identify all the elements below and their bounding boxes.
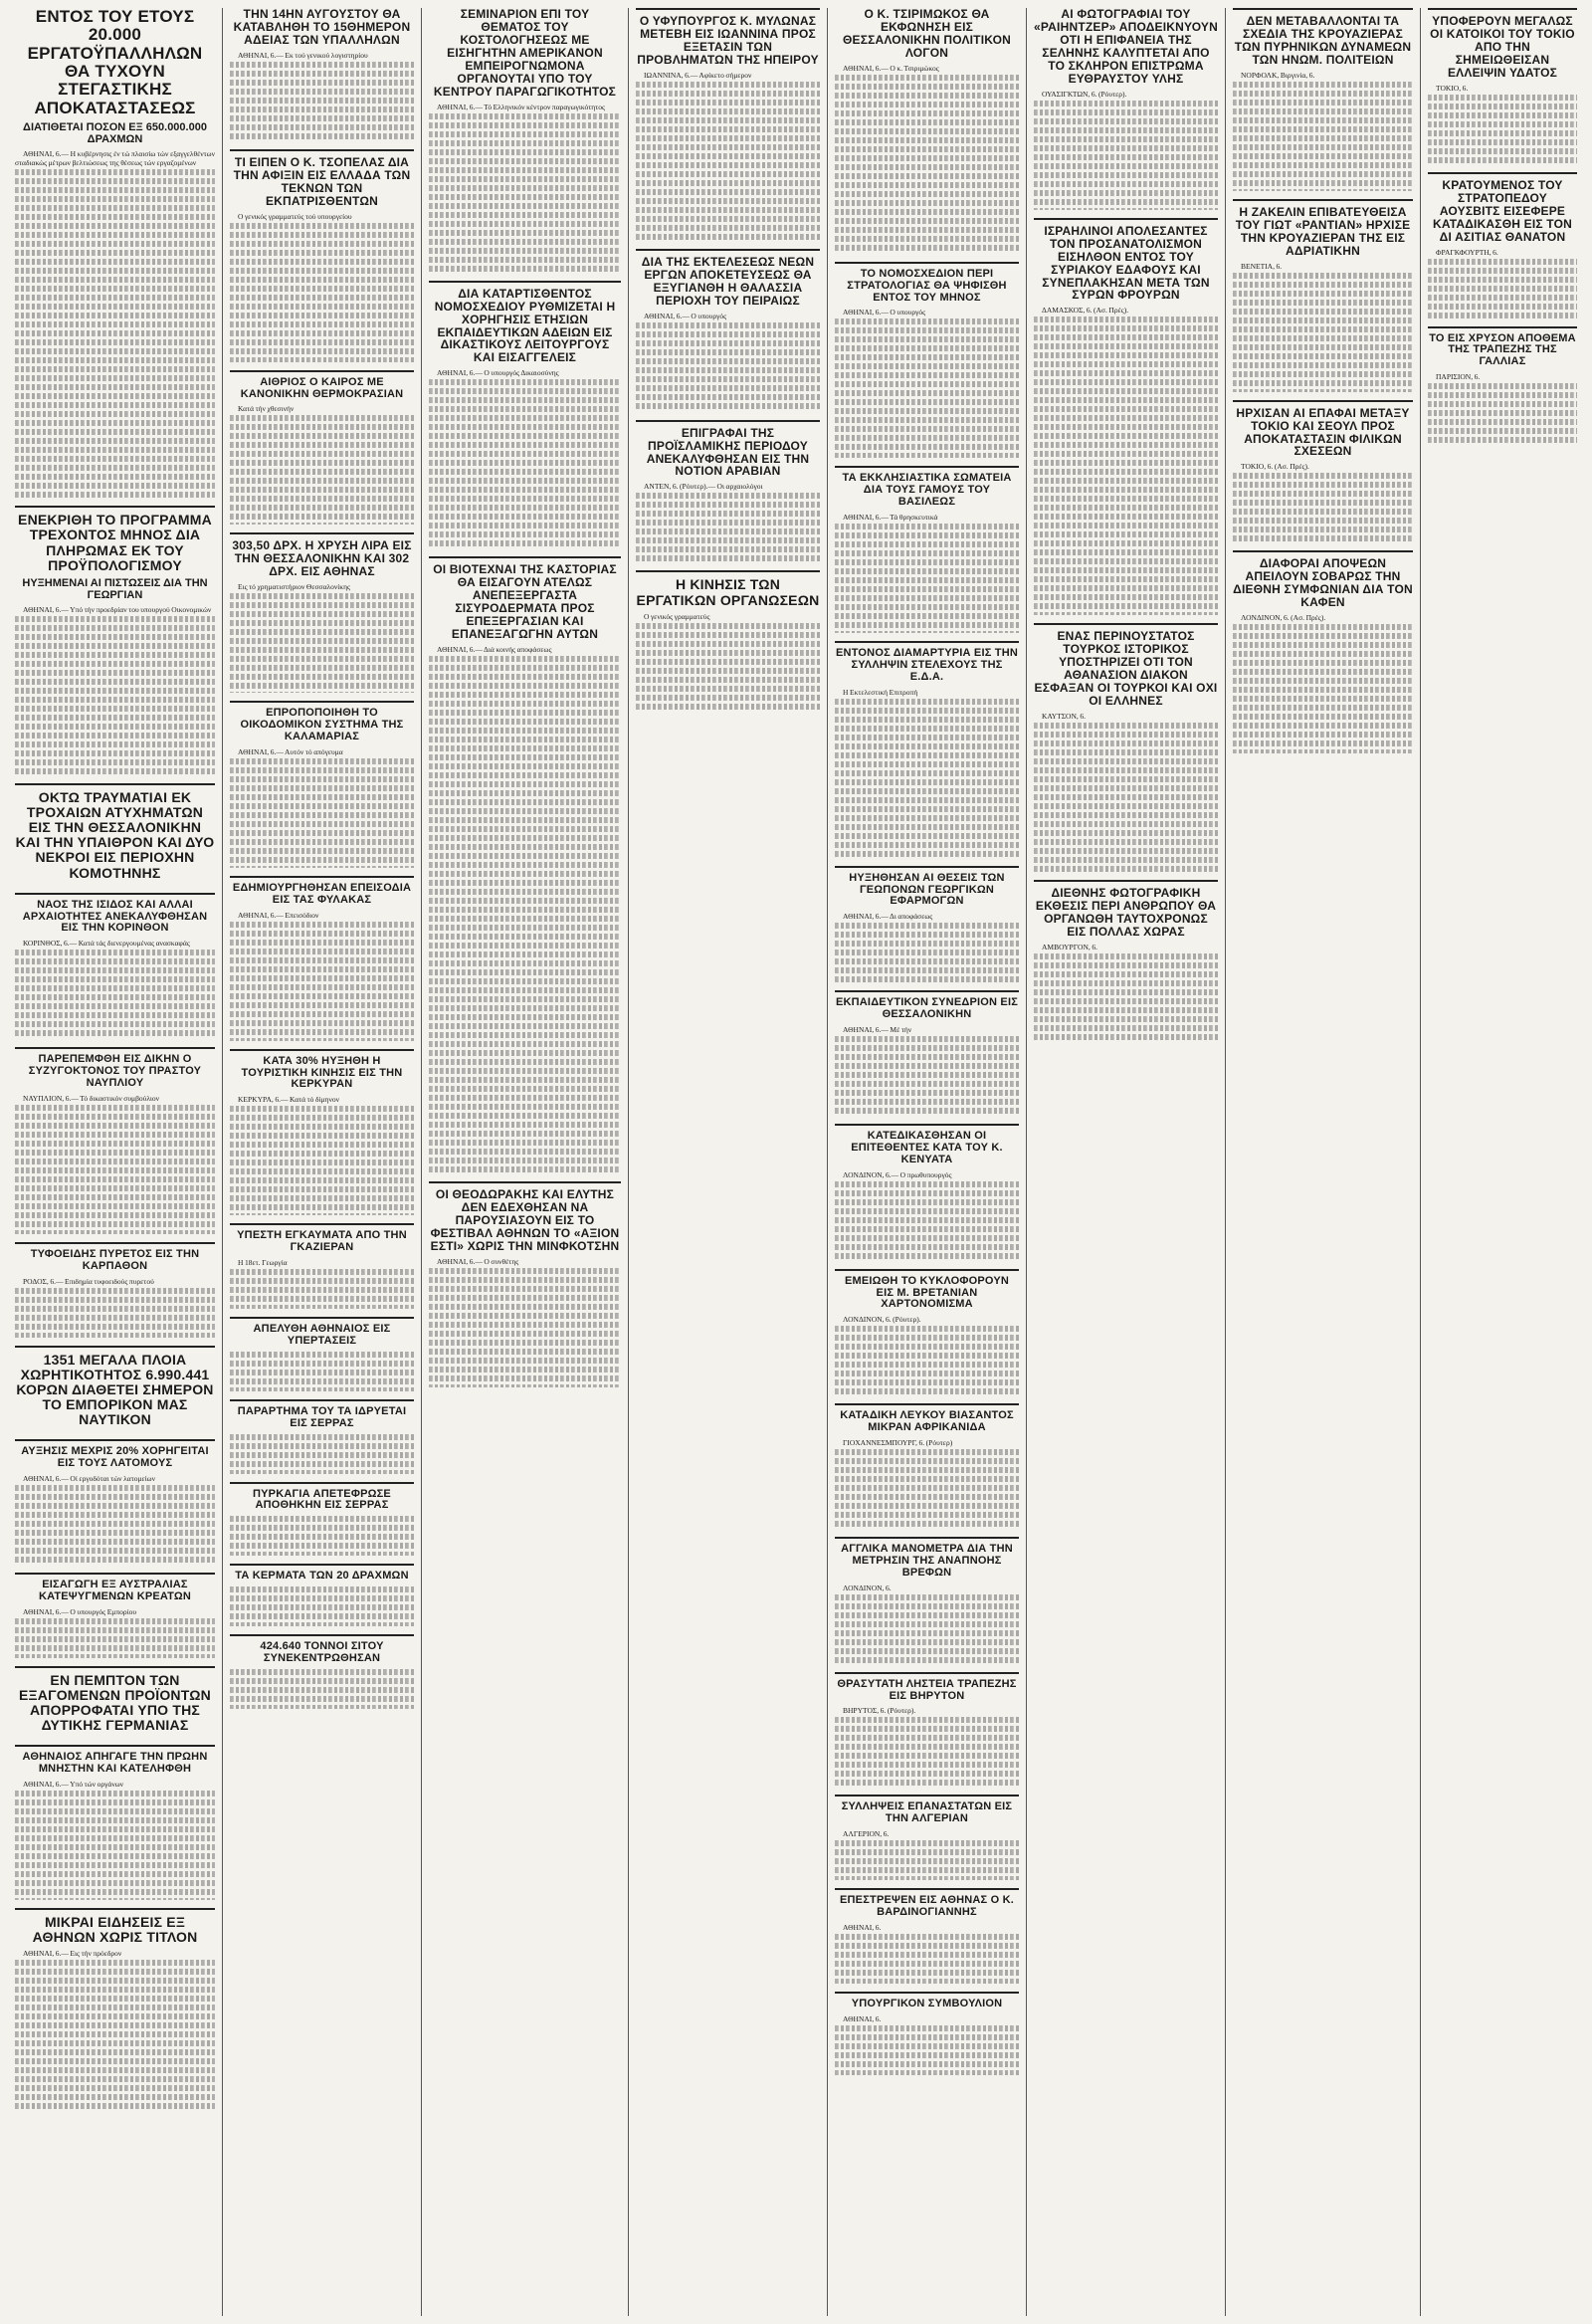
article-body-text: [835, 1934, 1019, 1984]
article-headline: ΠΑΡΕΠΕΜΦΘΗ ΕΙΣ ΔΙΚΗΝ Ο ΣΥΖΥΓΟΚΤΟΝΟΣ ΤΟΥ ΠΡΑΣΤΟΥ ΝΑΥΠΛΙΟΥ: [28, 1053, 202, 1089]
article-body-text: [835, 1181, 1019, 1261]
article-lead: ΑΘΗΝΑΙ, 6.— Επεισόδιον: [238, 910, 319, 920]
article-lead: ΑΘΗΝΑΙ, 6.— Εις τήν πρόεδρον: [23, 1949, 122, 1959]
article-headline: ΕΝΑΣ ΠΕΡΙΝΟΥΣΤΑΤΟΣ ΤΟΥΡΚΟΣ ΙΣΤΟΡΙΚΟΣ ΥΠΟΣΤΗΡΙΖΕΙ ΟΤΙ ΤΟΝ ΑΘΑΝΑΣΙΟΝ ΔΙΑΚΟΝ ΕΣΦΑΞΑΝ ΟΙ ΤΟΥΡΚΟΙ ΚΑΙ ΟΧΙ ΟΙ ΕΛΛΗΝΕΣ: [1034, 629, 1218, 709]
article-headline: ΕΠΡΟΠΟΠΟΙΗΘΗ ΤΟ ΟΙΚΟΔΟΜΙΚΟΝ ΣΥΣΤΗΜΑ ΤΗΣ ΚΑΛΑΜΑΡΙΑΣ: [240, 707, 404, 743]
article: [1233, 8, 1413, 191]
article-subheadline: ΔΙΑΤΙΘΕΤΑΙ ΠΟΣΟΝ ΕΞ 650.000.000 ΔΡΑΧΜΩΝ: [23, 121, 207, 146]
article-lead: ΡΟΔΟΣ, 6.— Επιδημία τυφοειδούς πυρετού: [23, 1276, 154, 1286]
article-body-text: [15, 950, 215, 1039]
article-headline: ΝΑΟΣ ΤΗΣ ΙΣΙΔΟΣ ΚΑΙ ΑΛΛΑΙ ΑΡΧΑΙΟΤΗΤΕΣ ΑΝΕΚΑΛΥΦΘΗΣΑΝ ΕΙΣ ΤΗΝ ΚΟΡΙΝΘΟΝ: [22, 898, 208, 935]
article-lead: ΤΟΚΙΟ, 6. (Ασ. Πρές).: [1241, 462, 1309, 472]
article: [429, 281, 621, 549]
article: [15, 1047, 215, 1234]
article-body-text: [835, 2025, 1019, 2075]
article: [835, 1537, 1019, 1664]
article-body-text: [429, 113, 621, 273]
article-body-text: [1428, 259, 1577, 318]
article: [230, 1399, 414, 1474]
article: [15, 783, 215, 885]
article: [15, 1666, 215, 1737]
article-headline: ΟΙ ΒΙΟΤΕΧΝΑΙ ΤΗΣ ΚΑΣΤΟΡΙΑΣ ΘΑ ΕΙΣΑΓΟΥΝ ΑΤΕΛΩΣ ΑΝΕΠΕΞΕΡΓΑΣΤΑ ΣΙΣΥΡΟΔΕΡΜΑΤΑ ΠΡΟΣ ΕΠΕΞΕΡΓΑΣΙΑΝ ΚΑΙ ΕΠΑΝΕΞΑΓΩΓΗΝ ΑΥΤΩΝ: [433, 562, 617, 642]
article-body-text: [835, 1717, 1019, 1787]
article-body-text: [1034, 723, 1218, 872]
article: [230, 149, 414, 362]
article-lead: ΑΘΗΝΑΙ, 6.: [843, 1922, 882, 1932]
article: [1034, 218, 1218, 616]
article-body-text: [835, 923, 1019, 982]
column-5: [828, 8, 1027, 2316]
article-body-text: [15, 616, 215, 775]
article: [15, 1346, 215, 1432]
article-body-text: [230, 62, 414, 141]
article-lead: ΑΘΗΝΑΙ, 6.— Δι αποφάσεως: [843, 912, 933, 922]
article-lead: ΑΘΗΝΑΙ, 6.— Η κυβέρνησις έν τώ πλαισίω τών εξαγγελθέντων σταδιακώς μέτρων βελτιώσεως της θέσεως τών εργαζομένων: [15, 149, 215, 168]
article-body-text: [636, 493, 820, 562]
article-lead: ΛΟΝΔΙΝΟΝ, 6. (Ασ. Πρές).: [1241, 613, 1326, 623]
column-4: [629, 8, 828, 2316]
article-lead: Εις τό χρηματιστήριον Θεσσαλονίκης: [238, 582, 350, 592]
article-body-text: [1233, 624, 1413, 753]
article-lead: ΙΩΑΝΝΙΝΑ, 6.— Αφίκετο σήμερον: [644, 70, 752, 80]
article-body-text: [1034, 953, 1218, 1043]
article: [429, 1181, 621, 1387]
article-lead: ΑΘΗΝΑΙ, 6.— Ο υπουργός: [644, 311, 727, 320]
article-headline: Ο ΥΦΥΠΟΥΡΓΟΣ Κ. ΜΥΛΩΝΑΣ ΜΕΤΕΒΗ ΕΙΣ ΙΩΑΝΝΙΝΑ ΠΡΟΣ ΕΞΕΤΑΣΙΝ ΤΩΝ ΠΡΟΒΛΗΜΑΤΩΝ ΤΗΣ ΗΠΕΙΡΟΥ: [637, 14, 819, 67]
article-lead: ΑΘΗΝΑΙ, 6.— Αυτόν τό απόγευμα: [238, 746, 343, 756]
article-body-text: [230, 1352, 414, 1391]
article-body-text: [15, 1105, 215, 1234]
article-body-text: [429, 656, 621, 1173]
article: [15, 1745, 215, 1900]
column-8: [1421, 8, 1584, 2316]
article-headline: ΜΙΚΡΑΙ ΕΙΔΗΣΕΙΣ ΕΞ ΑΘΗΝΩΝ ΧΩΡΙΣ ΤΙΤΛΟΝ: [32, 1913, 198, 1945]
article: [15, 1573, 215, 1658]
article-headline: ΔΕΝ ΜΕΤΑΒΑΛΛΟΝΤΑΙ ΤΑ ΣΧΕΔΙΑ ΤΗΣ ΚΡΟΥΑΖΙΕΡΑΣ ΤΩΝ ΠΥΡΗΝΙΚΩΝ ΔΥΝΑΜΕΩΝ ΤΩΝ ΗΝΩΜ. ΠΟΛΙΤΕΙΩΝ: [1234, 14, 1412, 67]
article-body-text: [230, 415, 414, 525]
article: [1034, 880, 1218, 1043]
article-headline: ΕΚΠΑΙΔΕΥΤΙΚΟΝ ΣΥΝΕΔΡΙΟΝ ΕΙΣ ΘΕΣΣΑΛΟΝΙΚΗΝ: [835, 996, 1019, 1021]
article-headline: ΔΙΑ ΤΗΣ ΕΚΤΕΛΕΣΕΩΣ ΝΕΩΝ ΕΡΓΩΝ ΑΠΟΚΕΤΕΥΣΕΩΣ ΘΑ ΕΞΥΓΙΑΝΘΗ Η ΘΑΛΑΣΣΙΑ ΠΕΡΙΟΧΗ ΤΟΥ ΠΕΙΡΑΙΩΣ: [641, 254, 815, 308]
article-headline: ΗΥΞΗΘΗΣΑΝ ΑΙ ΘΕΣΕΙΣ ΤΩΝ ΓΕΩΠΟΝΩΝ ΓΕΩΡΓΙΚΩΝ ΕΦΑΡΜΟΓΩΝ: [849, 871, 1005, 908]
article: [230, 876, 414, 1041]
article-body-text: [636, 82, 820, 241]
article-body-text: [835, 524, 1019, 633]
article: [15, 1439, 215, 1565]
article: [1428, 326, 1577, 444]
article-headline: ΥΠΕΣΤΗ ΕΓΚΑΥΜΑΤΑ ΑΠΟ ΤΗΝ ΓΚΑΖΙΕΡΑΝ: [237, 1229, 407, 1254]
article-body-text: [230, 1269, 414, 1309]
article-headline: ΕΝΕΚΡΙΘΗ ΤΟ ΠΡΟΓΡΑΜΜΑ ΤΡΕΧΟΝΤΟΣ ΜΗΝΟΣ ΔΙΑ ΠΛΗΡΩΜΑΣ ΕΚ ΤΟΥ ΠΡΟΫΠΟΛΟΓΙΣΜΟΥ: [18, 512, 212, 573]
article: [1233, 199, 1413, 392]
article-body-text: [15, 1960, 215, 2109]
article-subheadline: ΗΥΞΗΜΕΝΑΙ ΑΙ ΠΙΣΤΩΣΕΙΣ ΔΙΑ ΤΗΝ ΓΕΩΡΓΙΑΝ: [22, 576, 208, 601]
article-lead: Η Εκτελεστική Επιτροπή: [843, 687, 918, 697]
article-headline: ΕΔΗΜΙΟΥΡΓΗΘΗΣΑΝ ΕΠΕΙΣΟΔΙΑ ΕΙΣ ΤΑΣ ΦΥΛΑΚΑΣ: [232, 881, 412, 906]
article: [835, 866, 1019, 983]
article: [230, 1634, 414, 1709]
article-lead: ΓΙΟΧΑΝΝΕΣΜΠΟΥΡΓ, 6. (Ρόυτερ): [843, 1438, 953, 1448]
article-lead: ΦΡΑΓΚΦΟΥΡΤΗ, 6.: [1436, 247, 1498, 257]
article-body-text: [230, 1106, 414, 1215]
article-headline: ΤΟ ΝΟΜΟΣΧΕΔΙΟΝ ΠΕΡΙ ΣΤΡΑΤΟΛΟΓΙΑΣ ΘΑ ΨΗΦΙΣΘΗ ΕΝΤΟΣ ΤΟΥ ΜΗΝΟΣ: [847, 267, 1007, 304]
article-lead: ΑΘΗΝΑΙ, 6.— Υπό τών οργάνων: [23, 1779, 124, 1789]
article: [1034, 623, 1218, 872]
article-body-text: [230, 1516, 414, 1556]
article-headline: ΤΗΝ 14ΗΝ ΑΥΓΟΥΣΤΟΥ ΘΑ ΚΑΤΑΒΛΗΘΗ ΤΟ 15ΘΗΜΕΡΟΝ ΑΔΕΙΑΣ ΤΩΝ ΥΠΑΛΛΗΛΩΝ: [233, 8, 411, 47]
article-headline: ΕΜΕΙΩΘΗ ΤΟ ΚΥΚΛΟΦΟΡΟΥΝ ΕΙΣ Μ. ΒΡΕΤΑΝΙΑΝ ΧΑΡΤΟΝΟΜΙΣΜΑ: [844, 1274, 1010, 1311]
article-headline: ΑΥΞΗΣΙΣ ΜΕΧΡΙΣ 20% ΧΟΡΗΓΕΙΤΑΙ ΕΙΣ ΤΟΥΣ ΛΑΤΟΜΟΥΣ: [21, 1445, 209, 1470]
article-body-text: [230, 922, 414, 1041]
article: [230, 370, 414, 526]
article-headline: ΤΟ ΕΙΣ ΧΡΥΣΟΝ ΑΠΟΘΕΜΑ ΤΗΣ ΤΡΑΠΕΖΗΣ ΤΗΣ ΓΑΛΛΙΑΣ: [1429, 331, 1576, 368]
article-body-text: [15, 1485, 215, 1565]
column-1: [8, 8, 223, 2316]
article: [230, 532, 414, 693]
article-headline: 303,50 ΔΡΧ. Η ΧΡΥΣΗ ΛΙΡΑ ΕΙΣ ΤΗΝ ΘΕΣΣΑΛΟΝΙΚΗΝ ΚΑΙ 302 ΔΡΧ. ΕΙΣ ΑΘΗΝΑΣ: [232, 538, 412, 579]
article: [15, 1908, 215, 2109]
column-6: [1027, 8, 1226, 2316]
column-3: [422, 8, 629, 2316]
article-lead: ΚΟΡΙΝΘΟΣ, 6.— Κατά τάς διενεργουμένας ανασκαφάς: [23, 939, 190, 949]
article-headline: ΟΚΤΩ ΤΡΑΥΜΑΤΙΑΙ ΕΚ ΤΡΟΧΑΙΩΝ ΑΤΥΧΗΜΑΤΩΝ ΕΙΣ ΤΗΝ ΘΕΣΣΑΛΟΝΙΚΗΝ ΚΑΙ ΤΗΝ ΥΠΑΙΘΡΟΝ ΚΑΙ ΔΥΟ ΝΕΚΡΟΙ ΕΙΣ ΠΕΡΙΟΧΗΝ ΚΟΜΟΤΗΝΗΣ: [15, 788, 215, 881]
article-lead: ΑΘΗΝΑΙ, 6.: [843, 2013, 882, 2023]
article-lead: ΒΕΝΕΤΙΑ, 6.: [1241, 261, 1283, 271]
article-body-text: [835, 699, 1019, 858]
article-lead: ΛΟΝΔΙΝΟΝ, 6. (Ρόυτερ).: [843, 1315, 921, 1325]
article-headline: ΥΠΟΥΡΓΙΚΟΝ ΣΥΜΒΟΥΛΙΟΝ: [851, 1997, 1003, 2009]
article-headline: ΠΥΡΚΑΓΙΑ ΑΠΕΤΕΦΡΩΣΕ ΑΠΟΘΗΚΗΝ ΕΙΣ ΣΕΡΡΑΣ: [253, 1487, 391, 1512]
article-headline: ΤΥΦΟΕΙΔΗΣ ΠΥΡΕΤΟΣ ΕΙΣ ΤΗΝ ΚΑΡΠΑΘΟΝ: [30, 1247, 200, 1272]
article-body-text: [1233, 473, 1413, 542]
article-headline: ΑΘΗΝΑΙΟΣ ΑΠΗΓΑΓΕ ΤΗΝ ΠΡΩΗΝ ΜΝΗΣΤΗΝ ΚΑΙ ΚΑΤΕΛΗΦΘΗ: [22, 1751, 208, 1775]
article: [835, 1124, 1019, 1261]
article-headline: Η ΖΑΚΕΛΙΝ ΕΠΙΒΑΤΕΥΘΕΙΣΑ ΤΟΥ ΓΙΩΤ «ΡΑΝΤΙΑΝ» ΗΡΧΙΣΕ ΤΗΝ ΚΡΟΥΑΖΙΕΡΑΝ ΤΗΣ ΕΙΣ ΑΔΡΙΑΤΙΚΗΝ: [1235, 204, 1411, 258]
article-body-text: [1428, 95, 1577, 164]
article: [15, 8, 215, 498]
article: [15, 893, 215, 1040]
article-headline: ΚΑΤΑΔΙΚΗ ΛΕΥΚΟΥ ΒΙΑΣΑΝΤΟΣ ΜΙΚΡΑΝ ΑΦΡΙΚΑΝΙΔΑ: [840, 1409, 1014, 1434]
article-body-text: [230, 1434, 414, 1474]
article-headline: ΔΙΑ ΚΑΤΑΡΤΙΣΘΕΝΤΟΣ ΝΟΜΟΣΧΕΔΙΟΥ ΡΥΘΜΙΖΕΤΑΙ Η ΧΟΡΗΓΗΣΙΣ ΕΤΗΣΙΩΝ ΕΚΠΑΙΔΕΥΤΙΚΩΝ ΑΔΕΙΩΝ ΕΙΣ ΔΙΚΑΣΤΙΚΟΥΣ ΛΕΙΤΟΥΡΓΟΥΣ ΚΑΙ ΕΙΣΑΓΓΕΛΕΙΣ: [434, 286, 616, 365]
article-headline: ΟΙ ΘΕΟΔΩΡΑΚΗΣ ΚΑΙ ΕΛΥΤΗΣ ΔΕΝ ΕΔΕΧΘΗΣΑΝ ΝΑ ΠΑΡΟΥΣΙΑΣΟΥΝ ΕΙΣ ΤΟ ΦΕΣΤΙΒΑΛ ΑΘΗΝΩΝ ΤΟ «ΑΞΙΟΝ ΕΣΤΙ» ΧΩΡΙΣ ΤΗΝ ΜΙΝΦΚΟΤΣΗΝ: [430, 1187, 620, 1253]
article: [230, 1317, 414, 1391]
article: [835, 641, 1019, 858]
article-body-text: [835, 1036, 1019, 1116]
article-lead: ΤΟΚΙΟ, 6.: [1436, 83, 1469, 93]
article-lead: ΑΜΒΟΥΡΓΟΝ, 6.: [1042, 942, 1097, 951]
article: [835, 466, 1019, 633]
article-lead: ΟΥΑΣΙΓΚΤΩΝ, 6. (Ρόυτερ).: [1042, 89, 1127, 99]
article: [15, 1242, 215, 1338]
article-body-text: [636, 322, 820, 412]
article: [230, 1049, 414, 1216]
article-lead: ΒΗΡΥΤΟΣ, 6. (Ρόυτερ).: [843, 1706, 916, 1716]
article-body-text: [1034, 317, 1218, 615]
article-headline: ΔΙΕΘΝΗΣ ΦΩΤΟΓΡΑΦΙΚΗ ΕΚΘΕΣΙΣ ΠΕΡΙ ΑΝΘΡΩΠΟΥ ΘΑ ΟΡΓΑΝΩΘΗ ΤΑΥΤΟΧΡΟΝΩΣ ΕΙΣ ΠΟΛΛΑΣ ΧΩΡΑΣ: [1035, 886, 1217, 940]
article-headline: ΚΡΑΤΟΥΜΕΝΟΣ ΤΟΥ ΣΤΡΑΤΟΠΕΔΟΥ ΑΟΥΣΒΙΤΣ ΕΙΣΕΦΕΡΕ ΚΑΤΑΔΙΚΑΣΘΗ ΕΙΣ ΤΟΝ ΔΙ ΑΣΙΤΙΑΣ ΘΑΝΑΤΟΝ: [1432, 177, 1573, 244]
article-body-text: [835, 1594, 1019, 1664]
article-lead: Ο γενικός γραμματεύς: [644, 611, 710, 621]
article: [1428, 8, 1577, 164]
article-lead: ΑΘΗΝΑΙ, 6.— Ο συνθέτης: [437, 1256, 519, 1266]
article: [230, 701, 414, 868]
newspaper-page: [8, 8, 1584, 2316]
article-body-text: [429, 379, 621, 548]
article: [835, 262, 1019, 459]
article-headline: ΕΝΤΟΣ ΤΟΥ ΕΤΟΥΣ 20.000 ΕΡΓΑΤΟΫΠΑΛΛΗΛΩΝ ΘΑ ΤΥΧΟΥΝ ΣΤΕΓΑΣΤΙΚΗΣ ΑΠΟΚΑΤΑΣΤΑΣΕΩΣ: [27, 8, 203, 117]
article-lead: ΑΘΗΝΑΙ, 6.— Τά θρησκευτικά: [843, 513, 938, 523]
article: [835, 990, 1019, 1116]
article-lead: Η 18ετ. Γεωργία: [238, 1258, 288, 1268]
article-lead: ΚΕΡΚΥΡΑ, 6.— Κατά τό δίμηνον: [238, 1095, 340, 1105]
article-headline: ΣΕΜΙΝΑΡΙΟΝ ΕΠΙ ΤΟΥ ΘΕΜΑΤΟΣ ΤΟΥ ΚΟΣΤΟΛΟΓΗΣΕΩΣ ΜΕ ΕΙΣΗΓΗΤΗΝ ΑΜΕΡΙΚΑΝΟΝ ΕΜΠΕΙΡΟΓΝΩΜΟΝΑ ΟΡΓΑΝΟΥΤΑΙ ΥΠΟ ΤΟΥ ΚΕΝΤΡΟΥ ΠΑΡΑΓΩΓΙΚΟΤΗΤΟΣ: [433, 8, 617, 99]
article-lead: ΠΑΡΙΣΙΟΝ, 6.: [1436, 372, 1481, 382]
article: [429, 556, 621, 1173]
article: [835, 1795, 1019, 1880]
article-headline: ΕΠΙΓΡΑΦΑΙ ΤΗΣ ΠΡΟΪΣΛΑΜΙΚΗΣ ΠΕΡΙΟΔΟΥ ΑΝΕΚΑΛΥΦΘΗΣΑΝ ΕΙΣ ΤΗΝ ΝΟΤΙΟΝ ΑΡΑΒΙΑΝ: [646, 425, 810, 479]
article: [1233, 550, 1413, 753]
article-lead: ΝΟΡΦΟΛΚ, Βιργινία, 6.: [1241, 70, 1315, 80]
article-body-text: [230, 223, 414, 362]
article-body-text: [1428, 383, 1577, 443]
article: [230, 1223, 414, 1309]
article-lead: Κατά τήν χθεσινήν: [238, 404, 295, 414]
article-lead: ΑΘΗΝΑΙ, 6.— Μέ τήν: [843, 1025, 912, 1035]
article: [230, 1564, 414, 1626]
column-7: [1226, 8, 1421, 2316]
article-body-text: [835, 1326, 1019, 1395]
article-body-text: [1233, 273, 1413, 392]
article-lead: ΑΘΗΝΑΙ, 6.— Εκ τού γενικού λογιστηρίου: [238, 50, 368, 60]
article-headline: ΕΠΕΣΤΡΕΨΕΝ ΕΙΣ ΑΘΗΝΑΣ Ο Κ. ΒΑΡΔΙΝΟΓΙΑΝΝΗΣ: [840, 1894, 1014, 1919]
article: [230, 1482, 414, 1557]
article-body-text: [230, 593, 414, 693]
article-headline: ΤΑ ΕΚΚΛΗΣΙΑΣΤΙΚΑ ΣΩΜΑΤΕΙΑ ΔΙΑ ΤΟΥΣ ΓΑΜΟΥΣ ΤΟΥ ΒΑΣΙΛΕΩΣ: [842, 472, 1012, 509]
article: [835, 1269, 1019, 1396]
article-body-text: [835, 318, 1019, 458]
article-headline: 424.640 ΤΟΝΝΟΙ ΣΙΤΟΥ ΣΥΝΕΚΕΝΤΡΩΘΗΣΑΝ: [260, 1640, 384, 1665]
article-headline: ΥΠΟΦΕΡΟΥΝ ΜΕΓΑΛΩΣ ΟΙ ΚΑΤΟΙΚΟΙ ΤΟΥ ΤΟΚΙΟ ΑΠΟ ΤΗΝ ΣΗΜΕΙΩΘΕΙΣΑΝ ΕΛΛΕΙΨΙΝ ΥΔΑΤΟΣ: [1430, 14, 1575, 80]
article-lead: ΑΘΗΝΑΙ, 6.— Ο υπουργός Δικαιοσύνης: [437, 368, 559, 378]
article: [1233, 400, 1413, 543]
article-headline: ΕΝΤΟΝΟΣ ΔΙΑΜΑΡΤΥΡΙΑ ΕΙΣ ΤΗΝ ΣΥΛΛΗΨΙΝ ΣΤΕΛΕΧΟΥΣ ΤΗΣ Ε.Δ.Α.: [836, 647, 1018, 683]
article-lead: ΑΘΗΝΑΙ, 6.— Υπό τήν προεδρίαν του υπουργού Οικονομικών: [23, 604, 212, 614]
article-lead: ΚΑΥΤΣΟΝ, 6.: [1042, 712, 1086, 722]
article-headline: ΚΑΤΕΔΙΚΑΣΘΗΣΑΝ ΟΙ ΕΠΙΤΕΘΕΝΤΕΣ ΚΑΤΑ ΤΟΥ Κ. ΚΕΝΥΑΤΑ: [851, 1130, 1003, 1165]
article-lead: ΛΟΝΔΙΝΟΝ, 6.: [843, 1583, 892, 1592]
article-body-text: [15, 1618, 215, 1658]
article-body-text: [429, 1268, 621, 1387]
article: [636, 420, 820, 563]
article-lead: ΝΑΥΠΛΙΟΝ, 6.— Τό δικαστικόν συμβούλιον: [23, 1093, 160, 1103]
article-headline: Η ΚΙΝΗΣΙΣ ΤΩΝ ΕΡΓΑΤΙΚΩΝ ΟΡΓΑΝΩΣΕΩΝ: [636, 576, 820, 608]
article-headline: ΣΥΛΛΗΨΕΙΣ ΕΠΑΝΑΣΤΑΤΩΝ ΕΙΣ ΤΗΝ ΑΛΓΕΡΙΑΝ: [841, 1800, 1013, 1825]
article-headline: ΤΑ ΚΕΡΜΑΤΑ ΤΩΝ 20 ΔΡΑΧΜΩΝ: [235, 1570, 409, 1583]
article-headline: ΗΡΧΙΣΑΝ ΑΙ ΕΠΑΦΑΙ ΜΕΤΑΞΥ ΤΟΚΙΟ ΚΑΙ ΣΕΟΥΛ ΠΡΟΣ ΑΠΟΚΑΤΑΣΤΑΣΙΝ ΦΙΛΙΚΩΝ ΣΧΕΣΕΩΝ: [1236, 405, 1410, 459]
article: [15, 506, 215, 775]
article-headline: Ο Κ. ΤΣΙΡΙΜΩΚΟΣ ΘΑ ΕΚΦΩΝΗΣΗ ΕΙΣ ΘΕΣΣΑΛΟΝΙΚΗΝ ΠΟΛΙΤΙΚΟΝ ΛΟΓΟΝ: [843, 8, 1011, 60]
article-headline: ΔΙΑΦΟΡΑΙ ΑΠΟΨΕΩΝ ΑΠΕΙΛΟΥΝ ΣΟΒΑΡΩΣ ΤΗΝ ΔΙΕΘΝΗ ΣΥΜΦΩΝΙΑΝ ΔΙΑ ΤΟΝ ΚΑΦΕΝ: [1233, 556, 1413, 610]
article-lead: ΑΘΗΝΑΙ, 6.— Τό Ελληνικόν κέντρον παραγωγικότητος: [437, 102, 605, 111]
article-headline: ΑΙΘΡΙΟΣ Ο ΚΑΙΡΟΣ ΜΕ ΚΑΝΟΝΙΚΗΝ ΘΕΡΜΟΚΡΑΣΙΑΝ: [240, 375, 404, 400]
article: [1034, 8, 1218, 210]
article: [636, 8, 820, 241]
article-body-text: [15, 169, 215, 498]
article: [429, 8, 621, 273]
article-lead: ΔΑΜΑΣΚΟΣ, 6. (Ασ. Πρές).: [1042, 306, 1129, 316]
article-body-text: [835, 75, 1019, 254]
article-headline: 1351 ΜΕΓΑΛΑ ΠΛΟΙΑ ΧΩΡΗΤΙΚΟΤΗΤΟΣ 6.990.441 ΚΟΡΩΝ ΔΙΑΘΕΤΕΙ ΣΗΜΕΡΟΝ ΤΟ ΕΜΠΟΡΙΚΟΝ ΜΑΣ ΝΑΥΤΙΚΟΝ: [16, 1351, 214, 1428]
article-headline: ΑΠΕΛΥΘΗ ΑΘΗΝΑΙΟΣ ΕΙΣ ΥΠΕΡΤΑΣΕΙΣ: [253, 1323, 391, 1347]
article: [636, 570, 820, 712]
article: [835, 1672, 1019, 1788]
column-2: [223, 8, 422, 2316]
article-lead: ΑΛΓΕΡΙΟΝ, 6.: [843, 1829, 890, 1839]
article-body-text: [835, 1840, 1019, 1880]
article-lead: ΑΘΗΝΑΙ, 6.— Διά κοινής αποφάσεως: [437, 645, 552, 655]
article-body-text: [230, 1586, 414, 1626]
article-lead: ΑΘΗΝΑΙ, 6.— Ο υπουργός Εμπορίου: [23, 1606, 137, 1616]
article-lead: ΑΝΤΕΝ, 6. (Ρόυτερ).— Οι αρχαιολόγοι: [644, 482, 763, 492]
article: [835, 1992, 1019, 2075]
article-lead: ΑΘΗΝΑΙ, 6.— Ο υπουργός: [843, 308, 926, 317]
article-body-text: [230, 758, 414, 868]
article: [835, 1888, 1019, 1984]
article-headline: ΚΑΤΑ 30% ΗΥΞΗΘΗ Η ΤΟΥΡΙΣΤΙΚΗ ΚΙΝΗΣΙΣ ΕΙΣ ΤΗΝ ΚΕΡΚΥΡΑΝ: [241, 1054, 403, 1091]
article-lead: Ο γενικός γραμματεύς τού υπουργείου: [238, 211, 352, 221]
article-headline: ΕΙΣΑΓΩΓΗ ΕΞ ΑΥΣΤΡΑΛΙΑΣ ΚΑΤΕΨΥΓΜΕΝΩΝ ΚΡΕΑΤΩΝ: [38, 1578, 192, 1602]
article-headline: ΕΝ ΠΕΜΠΤΟΝ ΤΩΝ ΕΞΑΓΟΜΕΝΩΝ ΠΡΟΪΟΝΤΩΝ ΑΠΟΡΡΟΦΑΤΑΙ ΥΠΟ ΤΗΣ ΔΥΤΙΚΗΣ ΓΕΡΜΑΝΙΑΣ: [19, 1671, 211, 1733]
article-body-text: [15, 1288, 215, 1338]
article-lead: ΑΘΗΝΑΙ, 6.— Ο κ. Τσιριμώκος: [843, 63, 939, 73]
article-lead: ΛΟΝΔΙΝΟΝ, 6.— Ο πρωθυπουργός: [843, 1169, 952, 1179]
article-headline: ΤΙ ΕΙΠΕΝ Ο Κ. ΤΣΟΠΕΛΑΣ ΔΙΑ ΤΗΝ ΑΦΙΞΙΝ ΕΙΣ ΕΛΛΑΔΑ ΤΩΝ ΤΕΚΝΩΝ ΤΩΝ ΕΚΠΑΤΡΙΣΘΕΝΤΩΝ: [233, 154, 411, 208]
article: [835, 8, 1019, 254]
article-headline: ΘΡΑΣΥΤΑΤΗ ΛΗΣΤΕΙΑ ΤΡΑΠΕΖΗΣ ΕΙΣ ΒΗΡΥΤΟΝ: [837, 1677, 1017, 1702]
article: [636, 249, 820, 412]
article-headline: ΑΙ ΦΩΤΟΓΡΑΦΙΑΙ ΤΟΥ «ΡΑΙΗΝΤΖΕΡ» ΑΠΟΔΕΙΚΝΥΟΥΝ ΟΤΙ Η ΕΠΙΦΑΝΕΙΑ ΤΗΣ ΣΕΛΗΝΗΣ ΚΑΛΥΠΤΕΤΑΙ ΑΠΟ ΤΟ ΣΚΛΗΡΟΝ ΕΠΙΣΤΡΩΜΑ ΕΥΘΡΑΥΣΤΟΥ ΥΛΗΣ: [1034, 8, 1218, 86]
article-body-text: [15, 1791, 215, 1900]
article-headline: ΙΣΡΑΗΛΙΝΟΙ ΑΠΟΛΕΣΑΝΤΕΣ ΤΟΝ ΠΡΟΣΑΝΑΤΟΛΙΣΜΟΝ ΕΙΣΗΛΘΟΝ ΕΝΤΟΣ ΤΟΥ ΣΥΡΙΑΚΟΥ ΕΔΑΦΟΥΣ ΚΑΙ ΣΥΝΕΠΛΑΚΗΣΑΝ ΜΕΤΑ ΤΩΝ ΣΥΡΩΝ ΦΡΟΥΡΩΝ: [1042, 223, 1210, 303]
article-body-text: [230, 1669, 414, 1709]
article-body-text: [636, 623, 820, 713]
article-headline: ΑΓΓΛΙΚΑ ΜΑΝΟΜΕΤΡΑ ΔΙΑ ΤΗΝ ΜΕΤΡΗΣΙΝ ΤΗΣ ΑΝΑΠΝΟΗΣ ΒΡΕΦΩΝ: [841, 1543, 1013, 1579]
article: [1428, 172, 1577, 318]
article-body-text: [1233, 82, 1413, 191]
article: [230, 8, 414, 141]
article: [835, 1403, 1019, 1529]
article-lead: ΑΘΗΝΑΙ, 6.— Οί εργοδόται τών λατομείων: [23, 1473, 155, 1483]
article-body-text: [1034, 101, 1218, 210]
article-headline: ΠΑΡΑΡΤΗΜΑ ΤΟΥ ΤΑ ΙΔΡΥΕΤΑΙ ΕΙΣ ΣΕΡΡΑΣ: [237, 1404, 407, 1429]
article-body-text: [835, 1449, 1019, 1529]
